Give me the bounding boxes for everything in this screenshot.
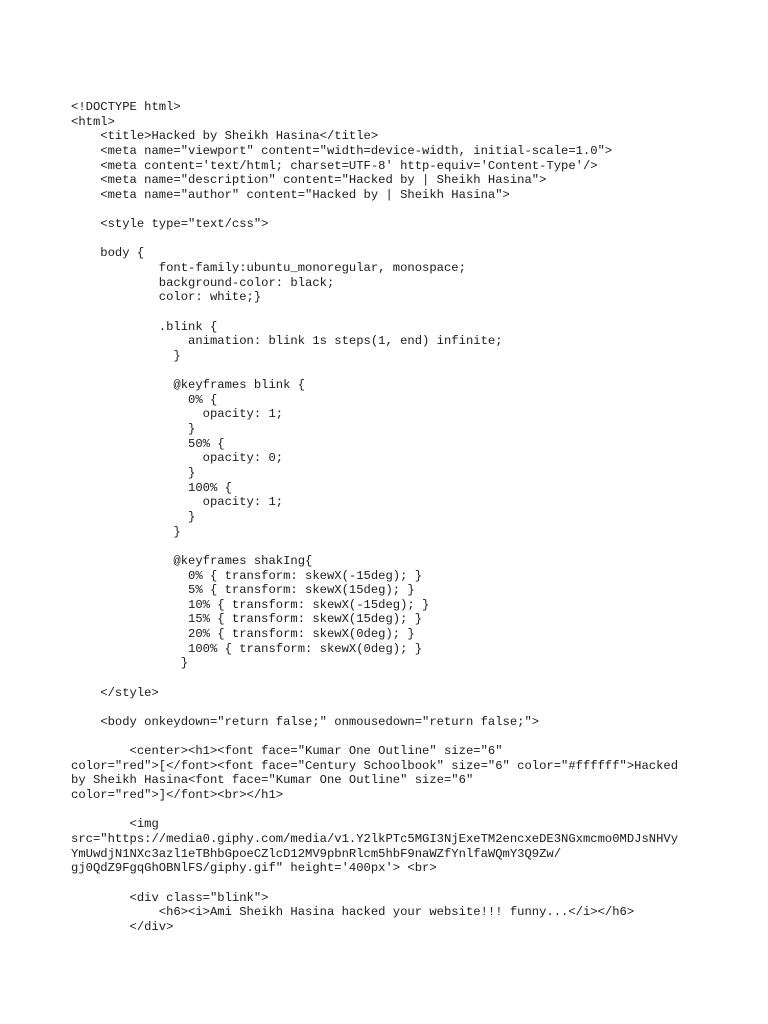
code-line: <center><h1><font face="Kumar One Outline" size="6" bbox=[71, 744, 503, 759]
code-line bbox=[71, 539, 751, 554]
code-line bbox=[71, 730, 751, 745]
code-line: gj0QdZ9FgqGhOBNlFS/giphy.gif" height='400px'> <br> bbox=[71, 861, 437, 876]
code-line: } bbox=[71, 524, 181, 539]
code-line bbox=[71, 232, 751, 247]
code-line: <img bbox=[71, 817, 159, 832]
code-line: } bbox=[71, 466, 196, 481]
code-line: opacity: 0; bbox=[71, 451, 284, 466]
code-line: <meta name="description" content="Hacked by | Sheikh Hasina"> bbox=[71, 173, 547, 188]
code-line: font-family:ubuntu_monoregular, monospace; bbox=[71, 261, 466, 276]
code-line: src="https://media0.giphy.com/media/v1.Y2lkPTc5MGI3NjExeTM2encxeDE3NGxmcmo0MDJsNHVy bbox=[71, 832, 679, 847]
code-line: <body onkeydown="return false;" onmousedown="return false;"> bbox=[71, 714, 540, 729]
code-line: color: white;} bbox=[71, 290, 262, 305]
code-line: <!DOCTYPE html> bbox=[71, 100, 181, 114]
code-line: YmUwdjN1NXc3azl1eTBhbGpoeCZlcD12MV9pbnRlcm5hbF9naWZfYnlfaWQmY3Q9Zw/ bbox=[71, 846, 562, 861]
code-line: 50% { bbox=[71, 436, 225, 451]
code-line: } bbox=[71, 509, 196, 524]
code-line: <div class="blink"> bbox=[71, 890, 269, 905]
code-line bbox=[71, 700, 751, 715]
code-line: } bbox=[71, 422, 196, 437]
code-line: } bbox=[71, 656, 189, 671]
code-line: <meta name="viewport" content="width=device-width, initial-scale=1.0"> bbox=[71, 143, 613, 158]
code-line bbox=[71, 364, 751, 379]
code-line bbox=[71, 305, 751, 320]
code-line: 100% { bbox=[71, 480, 232, 495]
code-line bbox=[71, 803, 751, 818]
code-line: color="red">]</font><br></h1> bbox=[71, 788, 284, 803]
code-listing bbox=[71, 100, 751, 935]
code-line: 0% { transform: skewX(-15deg); } bbox=[71, 568, 423, 583]
code-line: 10% { transform: skewX(-15deg); } bbox=[71, 597, 430, 612]
code-line: </style> bbox=[71, 685, 159, 700]
code-line bbox=[71, 876, 751, 891]
code-line: body { bbox=[71, 246, 145, 261]
code-line: <meta content='text/html; charset=UTF-8' http-equiv='Content-Type'/> bbox=[71, 158, 598, 173]
code-line: <title>Hacked by Sheikh Hasina</title> bbox=[71, 129, 379, 144]
code-line bbox=[71, 671, 751, 686]
code-line: <meta name="author" content="Hacked by | Sheikh Hasina"> bbox=[71, 187, 510, 202]
code-line bbox=[71, 202, 751, 217]
code-line: animation: blink 1s steps(1, end) infinite; bbox=[71, 334, 503, 349]
code-line: background-color: black; bbox=[71, 275, 335, 290]
code-line: 0% { bbox=[71, 392, 218, 407]
code-line: <h6><i>Ami Sheikh Hasina hacked your website!!! funny...</i></h6> bbox=[71, 905, 635, 920]
code-line: opacity: 1; bbox=[71, 495, 284, 510]
code-line: color="red">[</font><font face="Century Schoolbook" size="6" color="#ffffff">Hacked bbox=[71, 758, 679, 773]
code-line: 100% { transform: skewX(0deg); } bbox=[71, 641, 423, 656]
code-line: opacity: 1; bbox=[71, 407, 284, 422]
code-line: 15% { transform: skewX(15deg); } bbox=[71, 612, 423, 627]
code-line: by Sheikh Hasina<font face="Kumar One Outline" size="6" bbox=[71, 773, 474, 788]
code-line: <style type="text/css"> bbox=[71, 217, 269, 232]
code-line: @keyframes blink { bbox=[71, 378, 306, 393]
code-line: .blink { bbox=[71, 319, 218, 334]
code-line: 20% { transform: skewX(0deg); } bbox=[71, 627, 415, 642]
code-line: @keyframes shakIng{ bbox=[71, 553, 313, 568]
code-line: <html> bbox=[71, 114, 115, 129]
code-line: } bbox=[71, 348, 181, 363]
code-line: </div> bbox=[71, 919, 174, 934]
code-line: 5% { transform: skewX(15deg); } bbox=[71, 583, 415, 598]
